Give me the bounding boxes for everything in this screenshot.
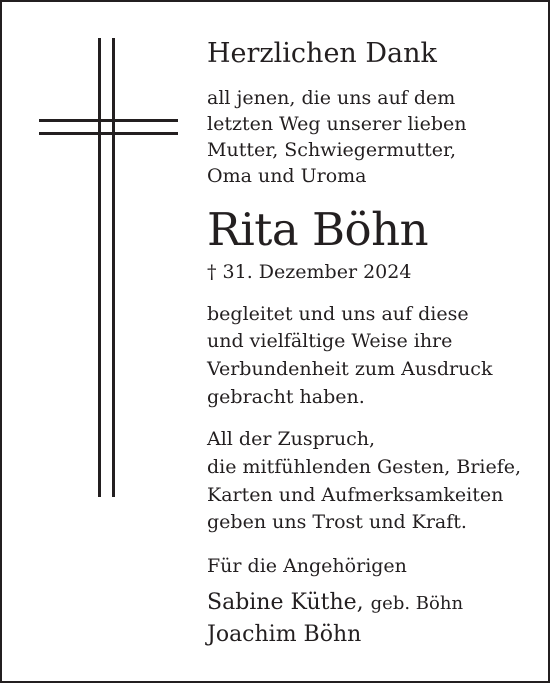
- signatory-name: Joachim Böhn: [207, 622, 362, 647]
- cross-vertical-bar-left: [98, 38, 101, 497]
- body-line: gebracht haben.: [207, 386, 365, 408]
- body-line: Verbundenheit zum Ausdruck: [207, 358, 493, 380]
- cross-horizontal-bar-bottom: [39, 132, 178, 135]
- signatory-name: Sabine Küthe,: [207, 590, 364, 615]
- cross-vertical-bar-right: [112, 38, 115, 497]
- intro-line: Mutter, Schwiegermutter,: [207, 139, 457, 161]
- signatory: [207, 621, 361, 649]
- signatory-maiden-name: geb. Böhn: [370, 593, 464, 614]
- signatory: [207, 589, 463, 618]
- body-line: und vielfältige Weise ihre: [207, 330, 453, 352]
- cross-horizontal-bar-top: [39, 119, 178, 122]
- thanks-heading: Herzlichen Dank: [207, 38, 437, 69]
- death-date: † 31. Dezember 2024: [207, 261, 412, 283]
- body-line: Karten und Aufmerksamkeiten: [207, 484, 504, 506]
- body-line: die mitfühlenden Gesten, Briefe,: [207, 456, 522, 478]
- intro-line: letzten Weg unserer lieben: [207, 113, 467, 135]
- deceased-name: Rita Böhn: [207, 203, 429, 256]
- body-line: geben uns Trost und Kraft.: [207, 511, 467, 533]
- intro-line: all jenen, die uns auf dem: [207, 87, 456, 109]
- body-line: All der Zuspruch,: [207, 428, 376, 450]
- body-line: begleitet und uns auf diese: [207, 303, 469, 325]
- intro-line: Oma und Uroma: [207, 165, 367, 187]
- family-intro: Für die Angehörigen: [207, 555, 407, 577]
